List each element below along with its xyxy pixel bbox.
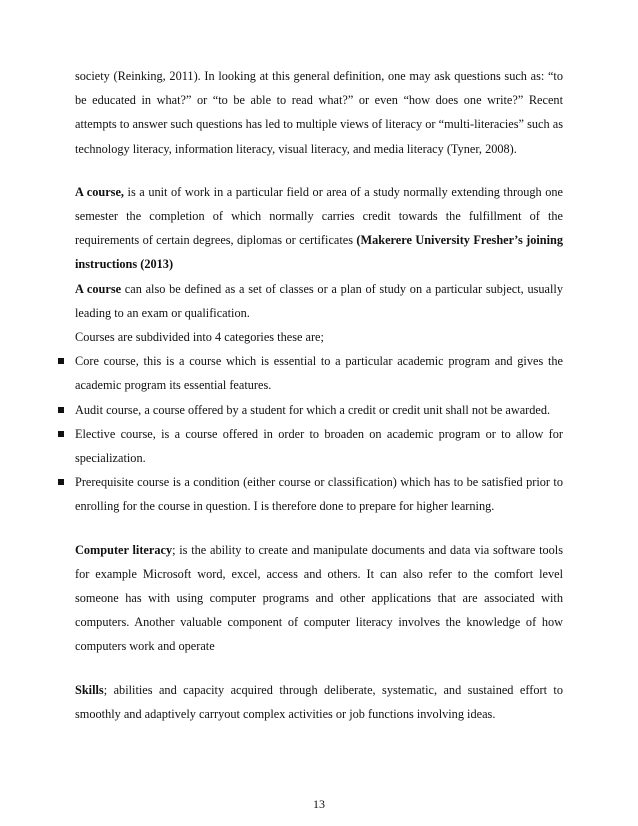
course-term: A course, xyxy=(75,184,124,199)
computer-literacy-paragraph xyxy=(75,538,563,659)
course-categories-list xyxy=(75,349,563,518)
skills-term: Skills xyxy=(75,682,104,697)
list-item: Prerequisite course is a condition (either course or classification) which has to be satisfied prior to enrolling for the course in question. I is therefore done to prepare for higher learning. xyxy=(75,470,563,518)
computer-literacy-term: Computer literacy xyxy=(75,542,173,557)
computer-literacy-text: ; is the ability to create and manipulate documents and data via software tools for example Microsoft word, excel, access and others. It can also refer to the comfort level someone has with using computer programs and other applications that are associated with computers. Another valuable component of computer literacy involves the knowledge of how computers work and operate xyxy=(75,542,563,654)
course-definition xyxy=(75,180,563,277)
list-item: Audit course, a course offered by a student for which a credit or credit unit shall not be awarded. xyxy=(75,398,563,422)
intro-paragraph: society (Reinking, 2011). In looking at this general definition, one may ask questions such as: “to be educated in what?” or “to be able to read what?” or even “how does one write?” Recent attempts to answer such questions has led to multiple views of literacy or “multi-literacies” such as technology literacy, information literacy, visual literacy, and media literacy (Tyner, 2008). xyxy=(75,69,563,156)
course-definition-text: is a unit of work in a particular field or area of a study normally extending through one semester the completion of which normally carries credit towards the fulfillment of the requirements of certain degrees, diplomas or certificates xyxy=(75,184,563,248)
course-citation: (Makerere University Fresher’s joining instructions (2013) xyxy=(75,233,564,272)
list-item: Core course, this is a course which is essential to a particular academic program and gives the academic program its essential features. xyxy=(75,349,563,397)
course-alt-text: can also be defined as a set of classes or a plan of study on a particular subject, usually leading to an exam or qualification. xyxy=(75,281,563,320)
course-alt-term: A course xyxy=(75,281,122,296)
page-number: 13 xyxy=(313,797,325,811)
body-text xyxy=(75,64,563,726)
course-categories-intro: Courses are subdivided into 4 categories these are; xyxy=(75,330,324,345)
skills-text: ; abilities and capacity acquired through deliberate, systematic, and sustained effort to smoothly and adaptively carryout complex activities or job functions involving ideas. xyxy=(75,682,563,721)
list-item: Elective course, is a course offered in order to broaden on academic program or to allow for specialization. xyxy=(75,422,563,470)
course-alt-definition xyxy=(75,277,563,325)
skills-paragraph xyxy=(75,678,563,726)
